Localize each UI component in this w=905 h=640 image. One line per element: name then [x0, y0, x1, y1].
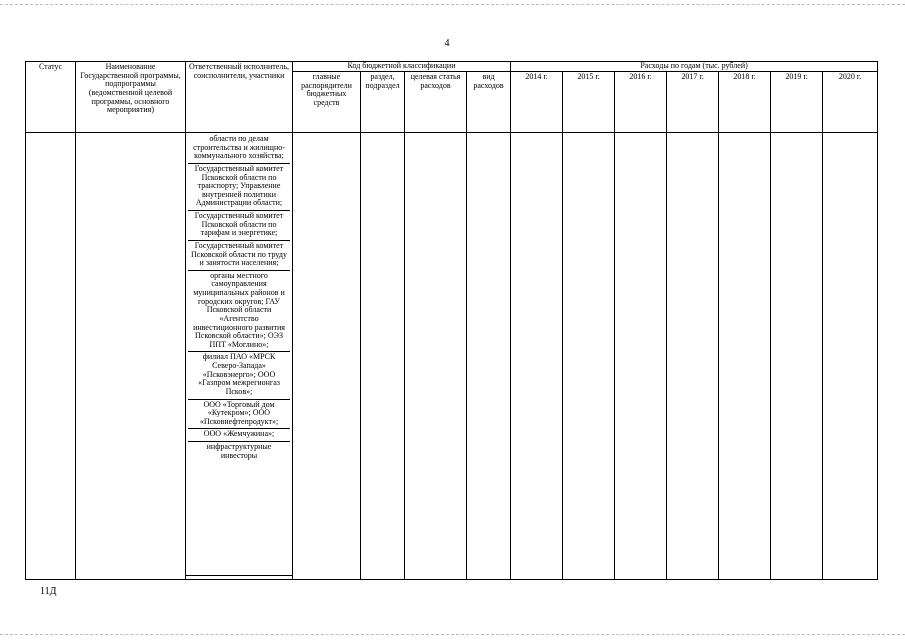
header-target-article: целевая статья расходов	[405, 72, 467, 133]
header-year-2019: 2019 г.	[771, 72, 823, 133]
header-responsible: Ответственный исполнитель, соисполнители, участники	[186, 62, 293, 133]
executor-item: инфраструктурные инвесторы	[206, 442, 272, 460]
executor-item: органы местного самоуправления муниципальных районов и городских округов; ГАУ Псковской области «Агентство инвестиционного развития Псковской области»; ОЭЗ ППТ «Моглино»;	[188, 271, 290, 353]
header-year-2018: 2018 г.	[719, 72, 771, 133]
page-number: 4	[444, 38, 450, 49]
table-row	[26, 133, 878, 576]
header-expense-type: вид расходов	[467, 72, 511, 133]
table-header-row	[26, 62, 878, 72]
header-year-2017: 2017 г.	[667, 72, 719, 133]
executor-item: Государственный комитет Псковской области по тарифам и энергетике;	[188, 211, 290, 241]
executor-item: ООО «Торговый дом «Кутекром»; ООО «Псковнефтепродукт»;	[188, 400, 290, 430]
expense-type-cell	[467, 133, 511, 580]
target-article-cell	[405, 133, 467, 580]
header-status: Статус	[26, 62, 76, 133]
chief-administrators-cell	[293, 133, 361, 580]
budget-table	[25, 61, 878, 580]
status-cell	[26, 133, 76, 580]
year-2019-cell	[771, 133, 823, 580]
year-2016-cell	[615, 133, 667, 580]
header-chief-administrators: главные распорядители бюджетных средств	[293, 72, 361, 133]
header-budget-code-group: Код бюджетной классификации	[293, 62, 511, 72]
header-year-2020: 2020 г.	[823, 72, 878, 133]
executors-cell	[186, 133, 293, 576]
year-2020-cell	[823, 133, 878, 580]
executor-item: филиал ПАО «МРСК Северо-Запада» «Псковэнерго»; ООО «Газпром межрегионгаз Псков»;	[188, 352, 290, 399]
program-name-cell	[76, 133, 186, 580]
year-2018-cell	[719, 133, 771, 580]
year-2014-cell	[511, 133, 563, 580]
header-year-2015: 2015 г.	[563, 72, 615, 133]
header-year-2016: 2016 г.	[615, 72, 667, 133]
scan-top-edge	[0, 4, 905, 5]
executor-item: области по делам строительства и жилищно-коммунального хозяйства;	[188, 134, 290, 164]
header-program-name: Наименование Государственной программы, подпрограммы (ведомственной целевой программы, основного мероприятия)	[76, 62, 186, 133]
executors-spacer-cell	[186, 575, 293, 579]
executor-item: Государственный комитет Псковской области по труду и занятости населения;	[188, 241, 290, 271]
header-year-2014: 2014 г.	[511, 72, 563, 133]
year-2015-cell	[563, 133, 615, 580]
scan-bottom-edge	[0, 634, 905, 635]
footer-code: 11Д	[40, 586, 57, 597]
section-subsection-cell	[361, 133, 405, 580]
executor-item: Государственный комитет Псковской области по транспорту; Управление внутренней политики Администрации области;	[188, 164, 290, 211]
header-section-subsection: раздел, подраздел	[361, 72, 405, 133]
executor-item: ООО «Жемчужина»;	[188, 429, 290, 442]
year-2017-cell	[667, 133, 719, 580]
header-expenses-group: Расходы по годам (тыс. рублей)	[511, 62, 878, 72]
